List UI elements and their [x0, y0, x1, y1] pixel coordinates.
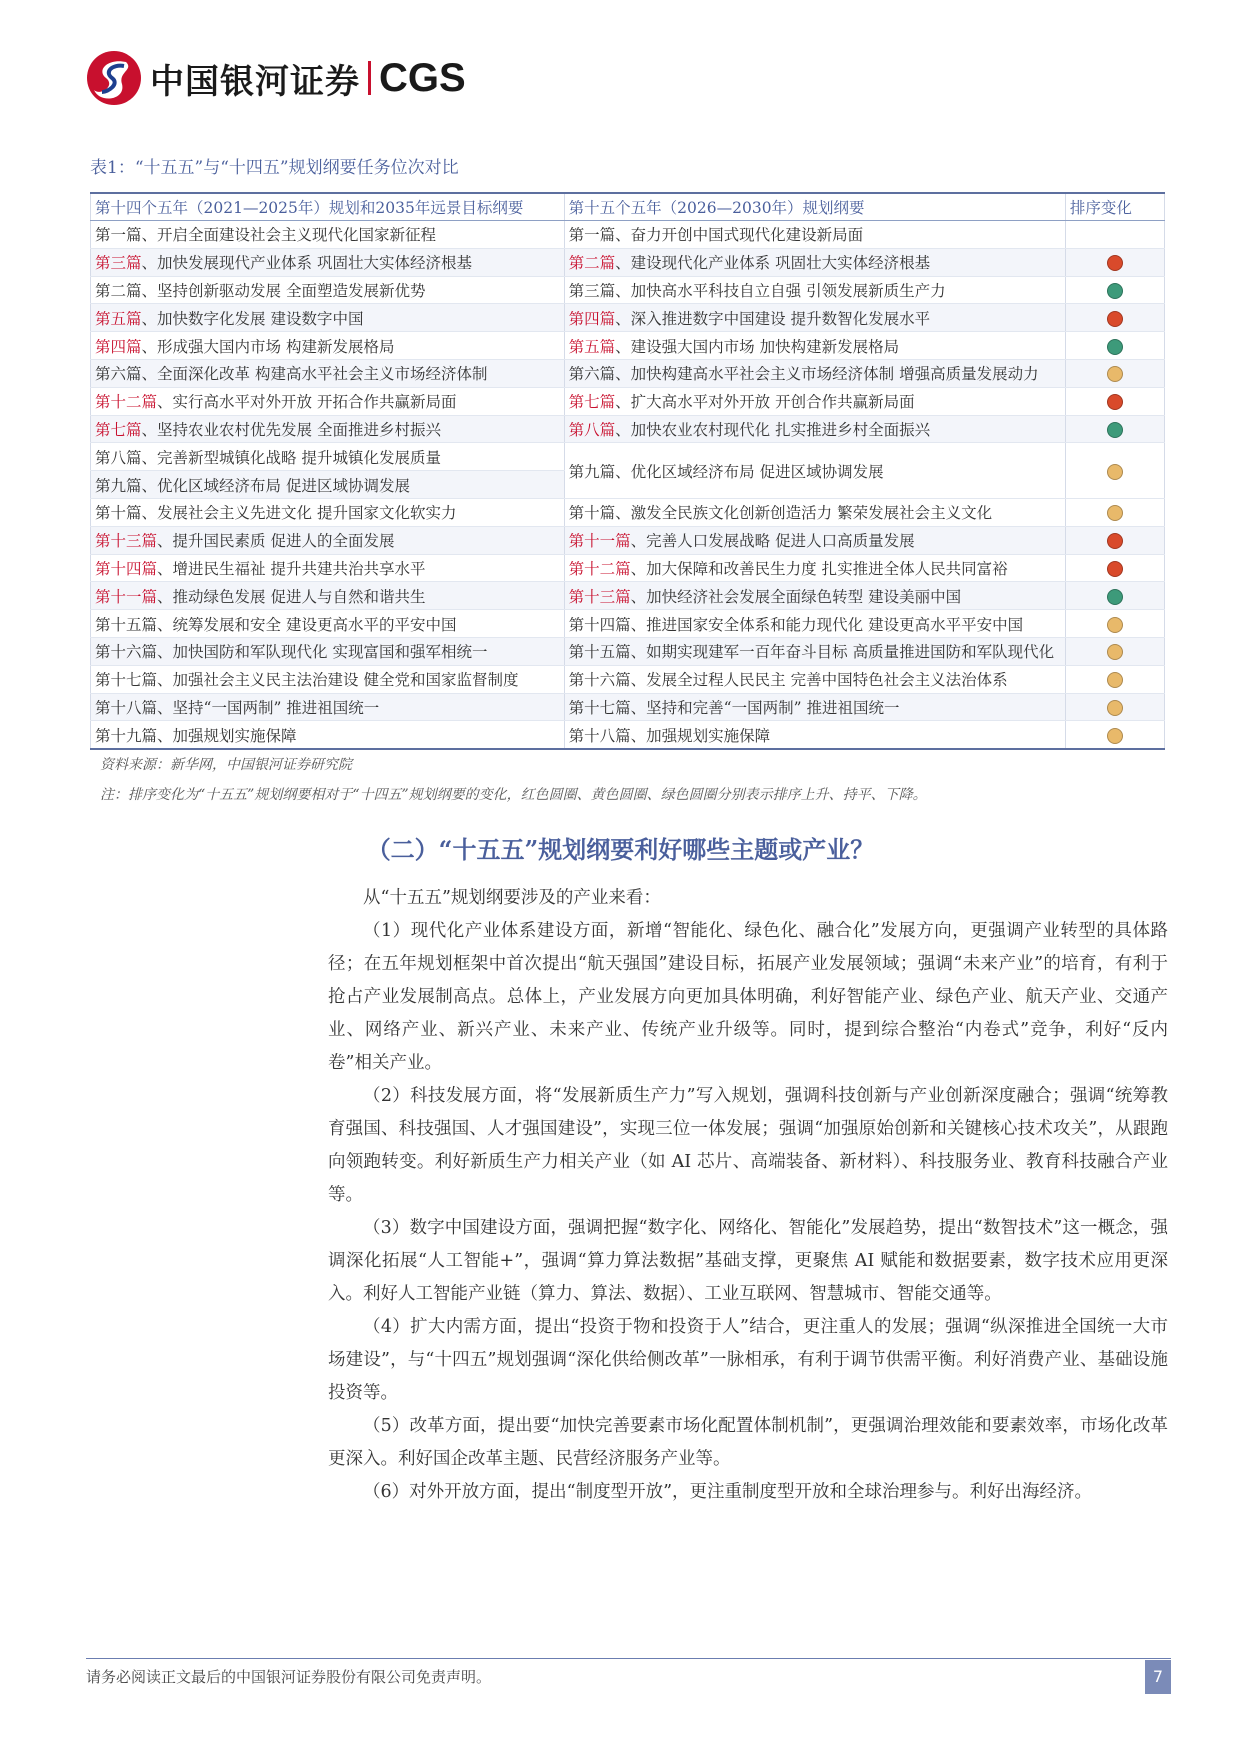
chapter-number: 第九篇	[95, 476, 142, 495]
section-heading: （二）“十五五”规划纲要利好哪些主题或产业？	[366, 835, 875, 864]
chapter-number: 第六篇	[568, 365, 616, 384]
cell-14th	[91, 498, 565, 526]
cell-15th	[564, 443, 1065, 499]
rank-change-up-icon	[1107, 255, 1123, 271]
brand-name: 中国银河证券	[150, 61, 360, 102]
cell-15th	[564, 554, 1065, 582]
chapter-title: 、提升国民素质 促进人的全面发展	[157, 532, 395, 551]
chapter-number: 第七篇	[95, 420, 142, 439]
chapter-number: 第六篇	[95, 365, 142, 384]
chapter-number: 第二篇	[568, 254, 616, 273]
chapter-number: 第四篇	[95, 337, 142, 356]
chapter-number: 第十六篇	[568, 671, 631, 690]
chapter-title: 、统筹发展和安全 建设更高水平的平安中国	[157, 615, 457, 634]
chapter-title: 、形成强大国内市场 构建新发展格局	[141, 337, 395, 356]
cell-change	[1065, 276, 1164, 304]
chapter-number: 第十五篇	[568, 643, 631, 662]
chapter-number: 第一篇	[95, 226, 142, 245]
cell-change	[1065, 498, 1164, 526]
rank-change-up-icon	[1107, 311, 1123, 327]
table-row	[91, 332, 1165, 360]
rank-change-flat-icon	[1107, 617, 1123, 633]
cell-14th	[91, 276, 565, 304]
paragraph: （5）改革方面，提出要“加快完善要素市场化配置体制机制”，更强调治理效能和要素效率，市场化改革更深入。利好国企改革主题、民营经济服务产业等。	[328, 1416, 1168, 1469]
brand-separator	[368, 61, 371, 95]
chapter-title: 、完善人口发展战略 促进人口高质量发展	[630, 532, 915, 551]
chapter-title: 、扩大高水平对外开放 开创合作共赢新局面	[615, 393, 915, 412]
cell-change	[1065, 443, 1164, 499]
rank-change-flat-icon	[1107, 644, 1123, 660]
source-note: 资料来源：新华网，中国银河证券研究院	[100, 757, 352, 773]
cell-15th	[564, 610, 1065, 638]
table-row	[91, 693, 1165, 721]
cell-15th	[564, 248, 1065, 276]
chapter-title: 、优化区域经济布局 促进区域协调发展	[141, 476, 410, 495]
chapter-number: 第三篇	[568, 281, 616, 300]
paragraph: （3）数字中国建设方面，强调把握“数字化、网络化、智能化”发展趋势，提出“数智技术”这一概念，强调深化拓展“人工智能+”，强调“算力算法数据”基础支撑，更聚焦 AI 赋能和数据要素，数字技术应用更深入。利好人工智能产业链（算力、算法、数据）、工业互联网、智慧城市、智能交通等。	[328, 1218, 1168, 1304]
table-row	[91, 221, 1165, 249]
chapter-number: 第十五篇	[95, 615, 158, 634]
chapter-number: 第十二篇	[95, 393, 158, 412]
chapter-title: 、建设强大国内市场 加快构建新发展格局	[615, 337, 900, 356]
table-row	[91, 554, 1165, 582]
cell-change	[1065, 610, 1164, 638]
cell-change	[1065, 582, 1164, 610]
cell-15th	[564, 526, 1065, 554]
body-text	[328, 882, 1168, 1509]
cell-14th	[91, 637, 565, 665]
chapter-title: 、加快发展现代产业体系 巩固壮大实体经济根基	[141, 254, 472, 273]
chapter-number: 第十六篇	[95, 643, 158, 662]
cell-change	[1065, 554, 1164, 582]
cell-14th	[91, 526, 565, 554]
cell-14th	[91, 443, 565, 471]
cell-15th	[564, 498, 1065, 526]
cell-15th	[564, 332, 1065, 360]
chapter-title: 、坚持农业农村优先发展 全面推进乡村振兴	[141, 420, 441, 439]
cell-change	[1065, 359, 1164, 387]
chapter-title: 、增进民生福祉 提升共建共治共享水平	[157, 559, 426, 578]
chapter-number: 第五篇	[95, 309, 142, 328]
chapter-title: 、加快构建高水平社会主义市场经济体制 增强高质量发展动力	[615, 365, 1039, 384]
header	[86, 50, 466, 106]
chapter-number: 第二篇	[95, 281, 142, 300]
chapter-number: 第十一篇	[95, 587, 158, 606]
rank-change-up-icon	[1107, 394, 1123, 410]
table-row	[91, 498, 1165, 526]
chapter-title: 、坚持“一国两制” 推进祖国统一	[157, 698, 380, 717]
chapter-title: 、优化区域经济布局 促进区域协调发展	[615, 462, 884, 481]
cgs-logo-icon	[86, 50, 142, 106]
cell-change	[1065, 415, 1164, 443]
cell-change	[1065, 526, 1164, 554]
cell-change	[1065, 721, 1164, 749]
chapter-title: 、加快高水平科技自立自强 引领发展新质生产力	[615, 281, 946, 300]
cell-14th	[91, 610, 565, 638]
rank-change-down-icon	[1107, 283, 1123, 299]
rank-change-down-icon	[1107, 422, 1123, 438]
chapter-title: 、全面深化改革 构建高水平社会主义市场经济体制	[141, 365, 488, 384]
table-row	[91, 582, 1165, 610]
cell-14th	[91, 665, 565, 693]
rank-change-flat-icon	[1107, 672, 1123, 688]
table-title: 表1：“十五五”与“十四五”规划纲要任务位次对比	[90, 158, 459, 178]
chapter-number: 第十四篇	[568, 615, 631, 634]
paragraph: （1）现代化产业体系建设方面，新增“智能化、绿色化、融合化”发展方向，更强调产业转型的具体路径；在五年规划框架中首次提出“航天强国”建设目标，拓展产业发展领域；强调“未来产业”的培育，有利于抢占产业发展制高点。总体上，产业发展方向更加具体明确，利好智能产业、绿色产业、航天产业、交通产业、网络产业、新兴产业、未来产业、传统产业升级等。同时，提到综合整治“内卷式”竞争，利好“反内卷”相关产业。	[328, 921, 1168, 1073]
paragraph: （4）扩大内需方面，提出“投资于物和投资于人”结合，更注重人的发展；强调“纵深推进全国统一大市场建设”，与“十四五”规划强调“深化供给侧改革”一脉相承，有利于调节供需平衡。利好消费产业、基础设施投资等。	[328, 1317, 1168, 1403]
cell-change	[1065, 248, 1164, 276]
table-row	[91, 665, 1165, 693]
paragraph: （6）对外开放方面，提出“制度型开放”，更注重制度型开放和全球治理参与。利好出海经济。	[363, 1482, 1093, 1502]
cell-15th	[564, 359, 1065, 387]
chapter-number: 第十篇	[568, 504, 616, 523]
chapter-title: 、加强规划实施保障	[157, 726, 297, 745]
table-row	[91, 443, 1165, 471]
rank-change-up-icon	[1107, 533, 1123, 549]
cell-15th	[564, 221, 1065, 249]
cell-14th	[91, 415, 565, 443]
chapter-number: 第四篇	[568, 309, 616, 328]
header-cell-15th: 第十五个五年（2026—2030年）规划纲要	[564, 193, 1065, 221]
chapter-number: 第七篇	[568, 393, 616, 412]
cell-change	[1065, 332, 1164, 360]
rank-change-flat-icon	[1107, 464, 1123, 480]
rank-change-flat-icon	[1107, 728, 1123, 744]
cell-change	[1065, 304, 1164, 332]
rank-change-flat-icon	[1107, 366, 1123, 382]
chapter-title: 、激发全民族文化创新创造活力 繁荣发展社会主义文化	[615, 504, 993, 523]
chapter-title: 、如期实现建军一百年奋斗目标 高质量推进国防和军队现代化	[630, 643, 1055, 662]
chapter-number: 第十一篇	[568, 532, 631, 551]
chapter-number: 第十七篇	[95, 671, 158, 690]
table-row	[91, 610, 1165, 638]
table-row	[91, 276, 1165, 304]
chapter-title: 、发展社会主义先进文化 提升国家文化软实力	[141, 504, 457, 523]
header-cell-14th: 第十四个五年（2021—2025年）规划和2035年远景目标纲要	[91, 193, 565, 221]
cell-15th	[564, 276, 1065, 304]
cell-change	[1065, 665, 1164, 693]
chapter-title: 、加大保障和改善民生力度 扎实推进全体人民共同富裕	[630, 559, 1008, 578]
footer-disclaimer: 请务必阅读正文最后的中国银河证券股份有限公司免责声明。	[86, 1668, 492, 1686]
table-row	[91, 415, 1165, 443]
chapter-title: 、实行高水平对外开放 开拓合作共赢新局面	[157, 393, 457, 412]
chapter-title: 、开启全面建设社会主义现代化国家新征程	[141, 226, 437, 245]
chapter-number: 第九篇	[568, 462, 616, 481]
cell-15th	[564, 665, 1065, 693]
chapter-number: 第十九篇	[95, 726, 158, 745]
brand-name-en: CGS	[379, 55, 466, 100]
chapter-title: 、推动绿色发展 促进人与自然和谐共生	[157, 587, 426, 606]
cell-15th	[564, 582, 1065, 610]
table-row	[91, 387, 1165, 415]
rank-change-flat-icon	[1107, 700, 1123, 716]
chapter-number: 第八篇	[568, 420, 616, 439]
chapter-number: 第十八篇	[568, 726, 631, 745]
chapter-title: 、坚持和完善“一国两制” 推进祖国统一	[630, 698, 900, 717]
chapter-title: 、加快农业农村现代化 扎实推进乡村全面振兴	[615, 420, 931, 439]
cell-14th	[91, 471, 565, 499]
header-cell-change: 排序变化	[1065, 193, 1164, 221]
cell-14th	[91, 554, 565, 582]
cell-change	[1065, 693, 1164, 721]
chapter-number: 第五篇	[568, 337, 616, 356]
paragraph: （2）科技发展方面，将“发展新质生产力”写入规划，强调科技创新与产业创新深度融合；强调“统筹教育强国、科技强国、人才强国建设”，实现三位一体发展；强调“加强原始创新和关键核心技术攻关”，从跟跑向领跑转变。利好新质生产力相关产业（如 AI 芯片、高端装备、新材料）、科技服务业、教育科技融合产业等。	[328, 1086, 1168, 1205]
chapter-number: 第十篇	[95, 504, 142, 523]
chapter-title: 、奋力开创中国式现代化建设新局面	[615, 226, 864, 245]
cell-14th	[91, 304, 565, 332]
table-row	[91, 359, 1165, 387]
chapter-title: 、加快国防和军队现代化 实现富国和强军相统一	[157, 643, 488, 662]
page-number: 7	[1145, 1660, 1171, 1694]
legend-note: 注：排序变化为“十五五”规划纲要相对于“十四五”规划纲要的变化，红色圆圈、黄色圆圈、绿色圆圈分别表示排序上升、持平、下降。	[100, 787, 927, 803]
table-row	[91, 637, 1165, 665]
cell-15th	[564, 693, 1065, 721]
chapter-number: 第十三篇	[95, 532, 158, 551]
chapter-title: 、加快经济社会发展全面绿色转型 建设美丽中国	[630, 587, 962, 606]
rank-change-down-icon	[1107, 339, 1123, 355]
chapter-number: 第三篇	[95, 254, 142, 273]
comparison-table	[90, 192, 1165, 750]
cell-14th	[91, 693, 565, 721]
chapter-title: 、建设现代化产业体系 巩固壮大实体经济根基	[615, 254, 931, 273]
cell-14th	[91, 387, 565, 415]
paragraph: 从“十五五”规划纲要涉及的产业来看：	[363, 888, 661, 908]
chapter-title: 、推进国家安全体系和能力现代化 建设更高水平平安中国	[630, 615, 1024, 634]
cell-15th	[564, 304, 1065, 332]
chapter-number: 第十二篇	[568, 559, 631, 578]
footer-divider	[86, 1658, 1171, 1659]
cell-14th	[91, 582, 565, 610]
rank-change-flat-icon	[1107, 505, 1123, 521]
cell-15th	[564, 387, 1065, 415]
cell-15th	[564, 637, 1065, 665]
cell-15th	[564, 721, 1065, 749]
chapter-number: 第十四篇	[95, 559, 158, 578]
cell-change	[1065, 221, 1164, 249]
cell-14th	[91, 359, 565, 387]
chapter-title: 、加快数字化发展 建设数字中国	[141, 309, 364, 328]
chapter-title: 、完善新型城镇化战略 提升城镇化发展质量	[141, 448, 441, 467]
table-row	[91, 526, 1165, 554]
chapter-title: 、发展全过程人民民主 完善中国特色社会主义法治体系	[630, 671, 1008, 690]
cell-15th	[564, 415, 1065, 443]
cell-14th	[91, 332, 565, 360]
chapter-title: 、加强社会主义民主法治建设 健全党和国家监督制度	[157, 671, 519, 690]
table-row	[91, 248, 1165, 276]
cell-14th	[91, 721, 565, 749]
rank-change-up-icon	[1107, 561, 1123, 577]
cell-14th	[91, 248, 565, 276]
chapter-title: 、坚持创新驱动发展 全面塑造发展新优势	[141, 281, 426, 300]
table-row	[91, 304, 1165, 332]
rank-change-down-icon	[1107, 589, 1123, 605]
chapter-title: 、深入推进数字中国建设 提升数智化发展水平	[615, 309, 931, 328]
table-header-row	[91, 193, 1165, 221]
chapter-title: 、加强规划实施保障	[630, 726, 771, 745]
chapter-number: 第十七篇	[568, 698, 631, 717]
table-row	[91, 721, 1165, 749]
cell-change	[1065, 387, 1164, 415]
chapter-number: 第八篇	[95, 448, 142, 467]
cell-14th	[91, 221, 565, 249]
chapter-number: 第一篇	[568, 226, 616, 245]
chapter-number: 第十八篇	[95, 698, 158, 717]
cell-change	[1065, 637, 1164, 665]
chapter-number: 第十三篇	[568, 587, 631, 606]
